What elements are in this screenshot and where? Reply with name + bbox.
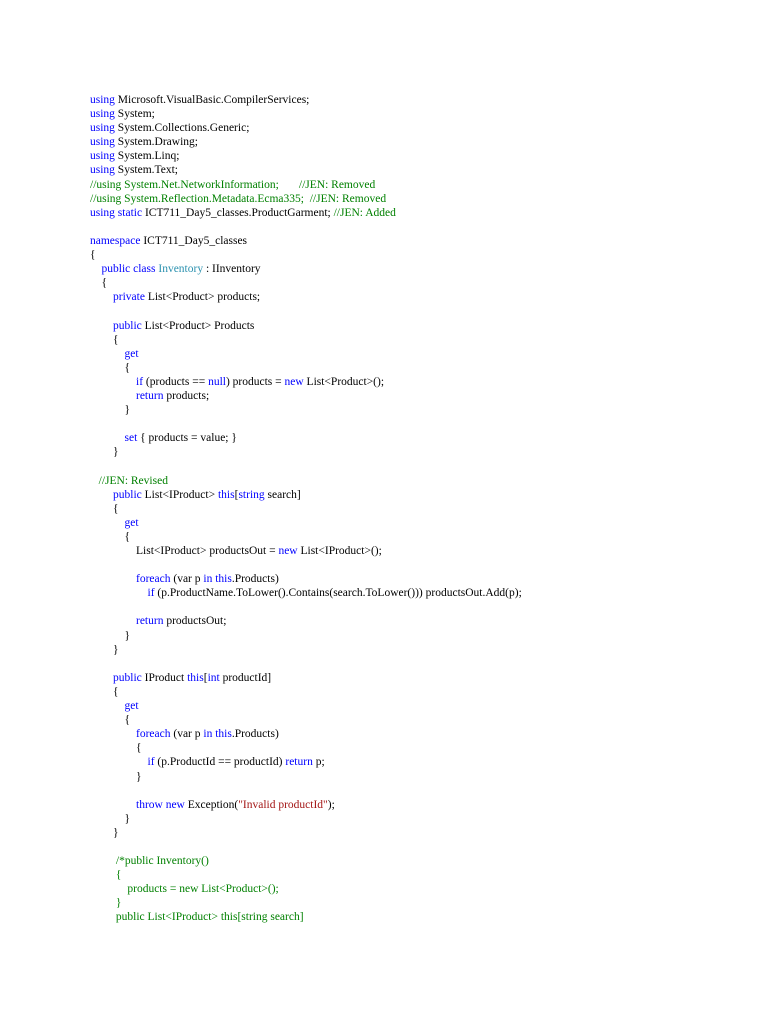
- code-line: [90, 375, 522, 389]
- code-text-token: [90, 390, 136, 402]
- keyword-token: public: [113, 488, 142, 501]
- code-line: [90, 361, 522, 375]
- code-text-token: [90, 855, 116, 867]
- code-text-token: Microsoft.VisualBasic.CompilerServices;: [114, 94, 310, 106]
- code-text-token: IProduct: [141, 671, 188, 684]
- keyword-token: this: [217, 488, 235, 501]
- code-line: [90, 784, 522, 798]
- code-line: [90, 896, 522, 910]
- keyword-token: this: [215, 728, 232, 741]
- code-line: [90, 276, 522, 290]
- code-text-token: [90, 320, 113, 332]
- code-text-token: );: [327, 798, 335, 811]
- code-line: [90, 149, 522, 163]
- keyword-token: get: [124, 516, 139, 529]
- code-text-token: List<Product> products;: [144, 291, 261, 304]
- code-text-token: [90, 883, 116, 895]
- comment-token: //using System.Net.NetworkInformation; //JEN: Removed: [90, 178, 376, 191]
- code-line: [90, 614, 522, 628]
- code-line: [90, 178, 522, 192]
- code-line: [90, 671, 522, 685]
- code-text-token: [: [203, 671, 208, 684]
- code-line: [90, 755, 522, 769]
- code-text-token: List<IProduct>: [141, 488, 218, 501]
- code-text-token: List<IProduct> productsOut =: [90, 545, 279, 557]
- code-text-token: }: [90, 629, 131, 642]
- keyword-token: return: [136, 389, 164, 402]
- code-line: [90, 220, 522, 234]
- keyword-token: return: [285, 756, 313, 769]
- code-line: [90, 544, 522, 558]
- code-text-token: [90, 756, 148, 768]
- code-text-token: {: [90, 502, 119, 515]
- code-text-token: System.Drawing;: [114, 136, 198, 149]
- code-text-token: {: [90, 277, 108, 290]
- code-line: [90, 558, 522, 572]
- code-text-token: }: [90, 826, 119, 839]
- code-line: [90, 459, 522, 473]
- code-line: [90, 657, 522, 671]
- code-text-token: {: [90, 333, 119, 346]
- code-line: [90, 643, 522, 657]
- code-text-token: [90, 897, 116, 909]
- keyword-token: namespace: [90, 234, 141, 247]
- code-text-token: { products = value; }: [137, 432, 237, 445]
- keyword-token: public: [113, 671, 142, 684]
- code-line: [90, 798, 522, 812]
- code-text-token: {: [90, 530, 131, 543]
- code-text-token: }: [90, 643, 119, 656]
- comment-token: /*public Inventory(): [115, 855, 209, 868]
- code-line: [90, 333, 522, 347]
- code-line: [90, 502, 522, 516]
- code-line: [90, 347, 522, 361]
- code-text-token: [90, 517, 125, 529]
- keyword-token: public class: [101, 263, 156, 276]
- keyword-token: null: [208, 375, 226, 388]
- code-text-token: [90, 263, 102, 275]
- code-listing: [90, 93, 522, 925]
- code-text-token: [90, 728, 136, 740]
- code-line: [90, 572, 522, 586]
- code-text-token: ICT711_Day5_classes.ProductGarment;: [142, 206, 334, 219]
- code-text-token: .Products): [231, 573, 279, 586]
- keyword-token: in: [203, 573, 213, 586]
- code-line: [90, 206, 522, 220]
- keyword-token: new: [284, 375, 304, 388]
- code-line: [90, 192, 522, 206]
- code-line: [90, 629, 522, 643]
- code-text-token: [90, 573, 136, 585]
- keyword-token: return: [136, 615, 164, 628]
- code-text-token: }: [90, 404, 131, 417]
- keyword-token: get: [124, 700, 139, 713]
- code-text-token: p;: [312, 756, 325, 769]
- keyword-token: throw new: [136, 798, 185, 811]
- comment-token: products = new List<Product>();: [115, 883, 279, 896]
- code-line: [90, 163, 522, 177]
- code-text-token: [90, 475, 99, 487]
- code-line: [90, 685, 522, 699]
- code-line: [90, 389, 522, 403]
- code-line: [90, 304, 522, 318]
- code-text-token: (p.ProductName.ToLower().Contains(search.ToLower())) productsOut.Add(p);: [154, 587, 522, 600]
- code-text-token: [90, 700, 125, 712]
- code-text-token: .Products): [231, 728, 279, 741]
- code-text-token: List<Product>();: [303, 375, 385, 388]
- keyword-token: using: [90, 108, 115, 121]
- code-text-token: (p.ProductId == productId): [154, 756, 286, 769]
- code-line: [90, 516, 522, 530]
- code-text-token: (products ==: [143, 375, 209, 388]
- keyword-token: private: [113, 291, 145, 304]
- code-text-token: products;: [163, 389, 210, 402]
- comment-token: public List<IProduct> this[string search]: [115, 911, 304, 924]
- code-line: [90, 417, 522, 431]
- code-line: [90, 431, 522, 445]
- code-text-token: productsOut;: [163, 615, 227, 628]
- code-text-token: ICT711_Day5_classes: [140, 234, 248, 247]
- code-line: [90, 826, 522, 840]
- code-text-token: [90, 432, 125, 444]
- keyword-token: set: [124, 432, 138, 445]
- code-text-token: (var p: [170, 573, 204, 586]
- code-text-token: }: [90, 446, 119, 459]
- comment-token: {: [115, 869, 122, 882]
- code-text-token: [90, 291, 113, 303]
- code-text-token: }: [90, 812, 131, 825]
- code-text-token: [90, 587, 148, 599]
- code-text-token: {: [90, 249, 96, 262]
- code-line: [90, 600, 522, 614]
- keyword-token: get: [124, 347, 139, 360]
- code-text-token: [90, 911, 116, 923]
- code-line: [90, 727, 522, 741]
- keyword-token: if: [147, 756, 155, 769]
- keyword-token: public: [113, 319, 142, 332]
- keyword-token: this: [215, 573, 232, 586]
- code-text-token: {: [90, 685, 119, 698]
- code-text-token: }: [90, 770, 142, 783]
- code-text-token: [90, 869, 116, 881]
- code-line: [90, 234, 522, 248]
- code-text-token: [90, 799, 136, 811]
- comment-token: //using System.Reflection.Metadata.Ecma335; //JEN: Removed: [90, 192, 387, 205]
- code-line: [90, 840, 522, 854]
- keyword-token: this: [187, 671, 204, 684]
- keyword-token: using: [90, 122, 115, 135]
- code-line: [90, 910, 522, 924]
- code-line: [90, 121, 522, 135]
- code-line: [90, 741, 522, 755]
- code-line: [90, 290, 522, 304]
- code-line: [90, 319, 522, 333]
- code-line: [90, 699, 522, 713]
- type-token: Inventory: [158, 263, 204, 276]
- code-text-token: System.Text;: [114, 164, 179, 177]
- code-text-token: List<IProduct>();: [297, 545, 382, 557]
- code-text-token: search]: [264, 488, 301, 501]
- code-line: [90, 403, 522, 417]
- keyword-token: using static: [90, 206, 143, 219]
- code-line: [90, 868, 522, 882]
- code-line: [90, 248, 522, 262]
- code-text-token: System.Linq;: [114, 150, 180, 163]
- keyword-token: using: [90, 164, 115, 177]
- keyword-token: using: [90, 94, 115, 106]
- code-text-token: [: [234, 488, 239, 501]
- string-token: "Invalid productId": [238, 798, 328, 811]
- keyword-token: if: [136, 375, 144, 388]
- code-text-token: {: [90, 714, 131, 727]
- code-text-token: [90, 672, 113, 684]
- keyword-token: if: [147, 587, 155, 600]
- code-line: [90, 445, 522, 459]
- code-line: [90, 882, 522, 896]
- code-text-token: System.Collections.Generic;: [114, 122, 250, 135]
- code-line: [90, 488, 522, 502]
- code-text-token: (var p: [170, 728, 204, 741]
- code-line: [90, 713, 522, 727]
- code-text-token: [90, 615, 136, 627]
- comment-token: }: [115, 897, 122, 910]
- code-text-token: [90, 489, 113, 501]
- code-line: [90, 135, 522, 149]
- code-line: [90, 530, 522, 544]
- keyword-token: new: [278, 545, 298, 557]
- code-line: [90, 812, 522, 826]
- code-text-token: List<Product> Products: [141, 319, 255, 332]
- keyword-token: int: [207, 671, 220, 684]
- code-text-token: {: [90, 361, 131, 374]
- code-text-token: {: [90, 742, 142, 755]
- comment-token: //JEN: Revised: [98, 474, 168, 487]
- keyword-token: in: [203, 728, 213, 741]
- keyword-token: string: [238, 488, 265, 501]
- code-line: [90, 93, 522, 107]
- keyword-token: using: [90, 136, 115, 149]
- code-text-token: Exception(: [184, 798, 239, 811]
- code-text-token: System;: [114, 108, 155, 121]
- code-line: [90, 107, 522, 121]
- keyword-token: foreach: [136, 573, 171, 586]
- keyword-token: using: [90, 150, 115, 163]
- keyword-token: foreach: [136, 728, 171, 741]
- code-text-token: [90, 348, 125, 360]
- code-line: [90, 262, 522, 276]
- code-line: [90, 586, 522, 600]
- code-text-token: : IInventory: [203, 263, 261, 276]
- code-text-token: productId]: [219, 671, 272, 684]
- comment-token: //JEN: Added: [333, 206, 396, 219]
- code-line: [90, 770, 522, 784]
- code-line: [90, 854, 522, 868]
- code-text-token: [90, 376, 136, 388]
- code-text-token: ) products =: [225, 375, 285, 388]
- code-line: [90, 474, 522, 488]
